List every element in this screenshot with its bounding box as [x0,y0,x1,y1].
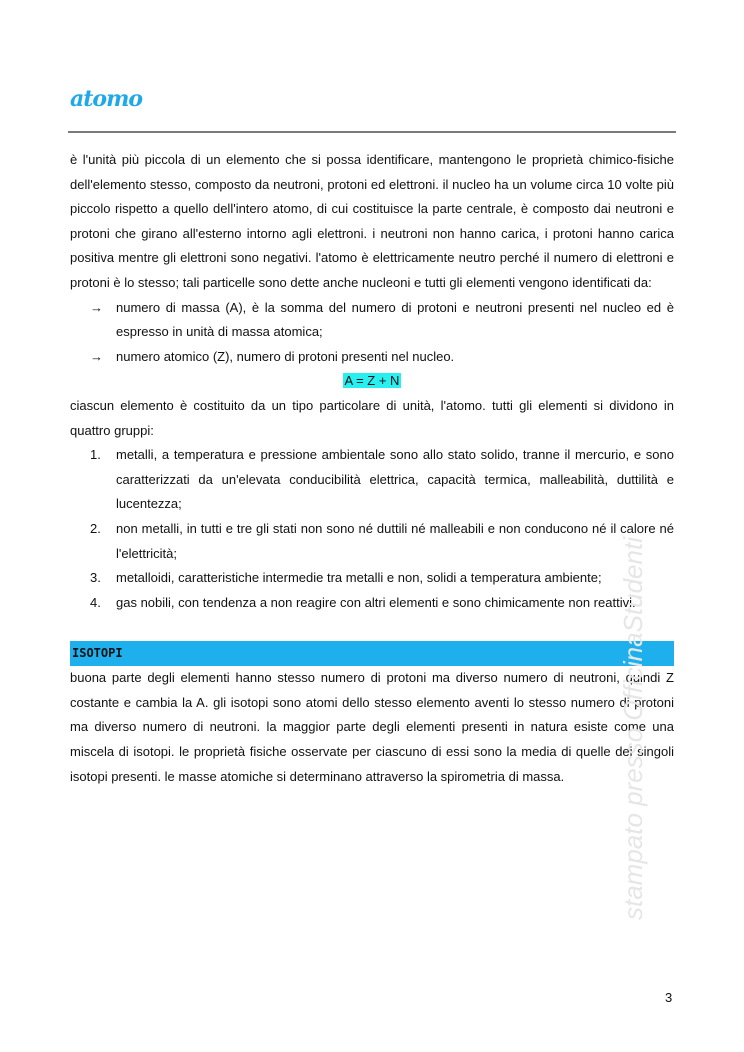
identifier-list [70,296,674,370]
list-item [70,443,674,517]
page-number: 3 [665,990,673,1005]
arrow-icon: → [90,299,103,315]
list-item-text: numero di massa (A), è la somma del numero di protoni e neutroni presenti nel nucleo ed è espresso in unità di massa atomica; [116,299,674,340]
list-item [70,296,674,345]
list-item [70,591,674,616]
list-item-text: metalli, a temperatura e pressione ambientale sono allo stato solido, tranne il mercurio, e sono caratterizzati da un'elevata conducibilità elettrica, capacità termica, malleabilità, duttilità e lucentezza; [116,447,674,512]
list-number: 4. [90,594,101,610]
title-divider [68,131,676,133]
list-item [70,517,674,566]
watermark: stampato presso OfficinaStudenti [618,537,648,920]
list-item-text: gas nobili, con tendenza a non reagire con altri elementi e sono chimicamente non reattivi. [116,594,636,610]
list-number: 3. [90,570,101,586]
document-body [70,148,674,789]
page-title: atomo [70,86,143,112]
intro-paragraph: è l'unità più piccola di un elemento che si possa identificare, mantengono le proprietà chimico-fisiche dell'elemento stesso, composto da neutroni, protoni ed elettroni. il nucleo ha un volume circa 10 volte più piccolo rispetto a quello dell'intero atomo, di cui costituisce la parte centrale, è composto dai neutroni e protoni che girano all'esterno intorno agli elettroni. i neutroni non hanno carica, i protoni hanno carica positiva mentre gli elettroni sono negativi. l'atomo è elettricamente neutro perché il numero di elettroni e protoni è lo stesso; tali particelle sono dette anche nucleoni e tutti gli elementi vengono identificati da: [70,152,674,290]
groups-list [70,443,674,615]
list-item-text: numero atomico (Z), numero di protoni presenti nel nucleo. [116,348,455,364]
list-item-text: non metalli, in tutti e tre gli stati non sono né duttili né malleabili e non conducono né il calore né l'elettricità; [116,520,674,561]
list-item-text: metalloidi, caratteristiche intermedie tra metalli e non, solidi a temperatura ambiente; [116,570,602,586]
formula [70,369,674,394]
list-number: 2. [90,520,101,536]
isotopes-paragraph: buona parte degli elementi hanno stesso numero di protoni ma diverso numero di neutroni, quindi Z costante e cambia la A. gli isotopi sono atomi dello stesso elemento aventi lo stesso numero di protoni ma diverso numero di neutroni. la maggior parte degli elementi presenti in natura esiste come una miscela di isotopi. le proprietà fisiche osservate per ciascuno di essi sono la media di quelle dei singoli isotopi presenti. le masse atomiche si determinano attraverso la spirometria di massa. [70,670,674,784]
groups-intro: ciascun elemento è costituito da un tipo particolare di unità, l'atomo. tutti gli elementi si dividono in quattro gruppi: [70,397,674,438]
formula-text: A = Z + N [344,373,400,389]
list-item [70,566,674,591]
section-heading-isotopi: ISOTOPI [70,641,674,666]
list-item [70,345,674,370]
list-number: 1. [90,447,101,463]
arrow-icon: → [90,348,103,364]
